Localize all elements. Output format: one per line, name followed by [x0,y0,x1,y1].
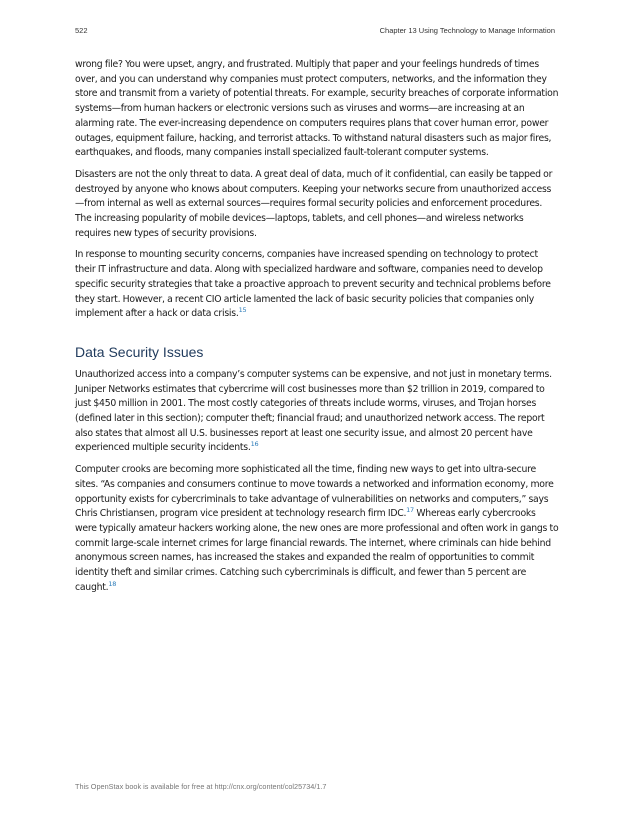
paragraph [75,58,559,161]
paragraph-text: Unauthorized access into a company’s computer systems can be expensive, and not just in monetary terms. Juniper Networks estimates that cybercrime will cost businesses more than $2 trillion in 2019, compared to just $450 million in 2001. The most costly categories of threats include worms, viruses, and Trojan horses (defined later in this section); computer theft; financial fraud; and unauthorized network access. The report also states that almost all U.S. businesses report at least one security issue, and almost 20 percent have experienced multiple security incidents. [75,368,552,454]
paragraph-text: Whereas early cybercrooks were typically amateur hackers working alone, the new ones are more professional and often work in gangs to commit large-scale internet crimes for large financial rewards. The internet, where criminals can hide behind anonymous screen names, has increased the stakes and expanded the realm of opportunities to commit identity theft and similar crimes. Catching such cybercriminals is difficult, and fewer than 5 percent are caught. [75,508,559,593]
page-content [75,58,559,603]
paragraph-text: Disasters are not the only threat to data. A great deal of data, much of it confidential, can easily be tapped or destroyed by anyone who knows about computers. Keeping your networks secure from unauthorized access—from internal as well as external sources—requires formal security policies and enforcement procedures. The increasing popularity of mobile devices—laptops, tablets, and cell phones—and wireless networks requires new types of security provisions. [75,168,553,239]
footnote-link[interactable]: 16 [250,440,259,449]
footnote-link[interactable]: 15 [238,306,247,315]
paragraph-text: wrong file? You were upset, angry, and frustrated. Multiply that paper and your feelings hundreds of times over, and you can understand why companies must protect computers, networks, and the information they store and transmit from a variety of potential threats. For example, security breaches of corporate information systems—from human hackers or electronic versions such as viruses and worms—are increasing at an alarming rate. The ever-increasing dependence on computers requires plans that cover human error, power outages, equipment failure, hacking, and terrorist attacks. To withstand natural disasters such as major fires, earthquakes, and floods, many companies install specialized fault-tolerant computer systems. [75,59,559,159]
paragraph [75,168,559,242]
footnote-link[interactable]: 18 [108,579,117,588]
paragraph-text: Computer crooks are becoming more sophisticated all the time, finding new ways to get into ultra-secure sites. “As companies and consumers continue to move towards a networked and information economy, more opportunity exists for cybercriminals to take advantage of vulnerabilities on networks and computers,” says Chris Christiansen, program vice president at technology research firm IDC. [75,464,554,520]
page-number: 522 [75,26,88,35]
paragraph [75,368,559,456]
paragraph-text: In response to mounting security concerns, companies have increased spending on technology to protect their IT infrastructure and data. Along with specialized hardware and software, companies need to develop specific security strategies that take a proactive approach to prevent security and technical problems before they start. However, a recent CIO article lamented the lack of basic security policies that companies only implement after a hack or data crisis. [75,249,551,320]
footnote-link[interactable]: 17 [406,506,414,515]
paragraph [75,463,559,595]
paragraph [75,248,559,322]
page-footer: This OpenStax book is available for free at http://cnx.org/content/col25734/1.7 [75,782,327,791]
section-heading: Data Security Issues [75,343,204,360]
chapter-title: Chapter 13 Using Technology to Manage Information [379,26,555,35]
